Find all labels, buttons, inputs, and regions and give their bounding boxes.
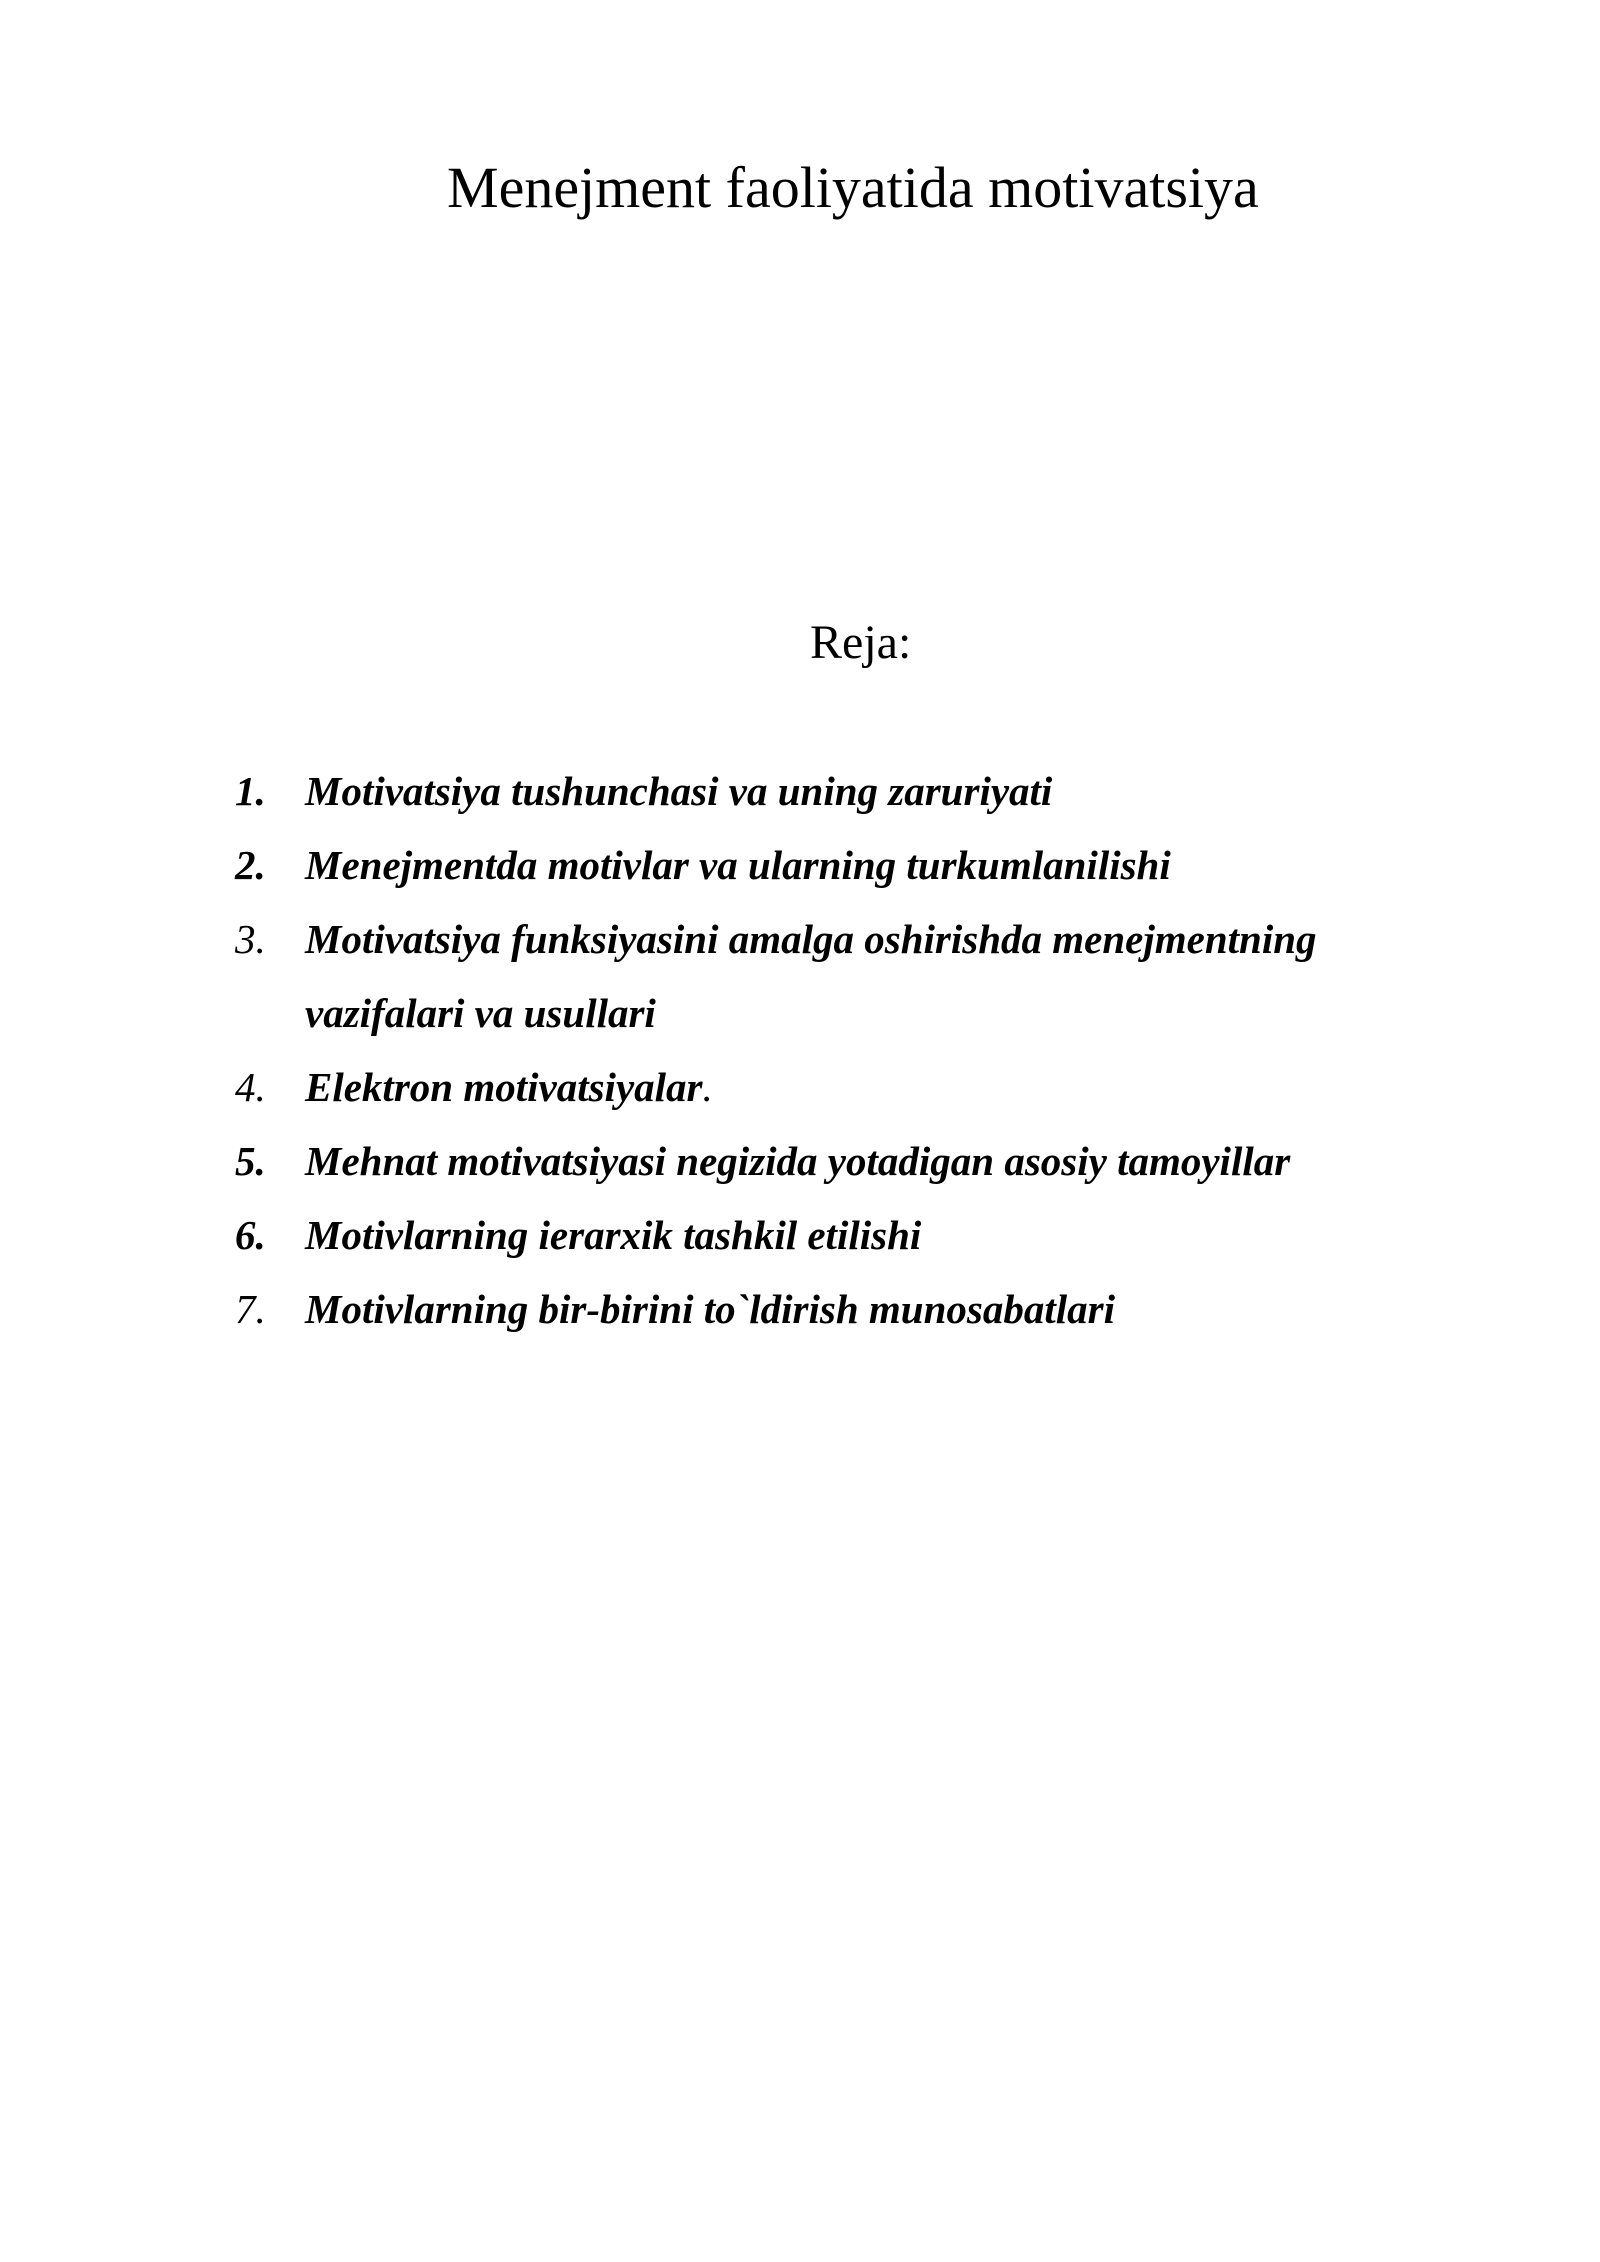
plan-item-number: 3. [235, 916, 266, 962]
plan-item [235, 902, 1435, 1050]
plan-item-text: Motivatsiya tushunchasi va uning zaruriyati [305, 768, 1053, 814]
plan-item-content [305, 1050, 1435, 1124]
plan-item-text: Mehnat motivatsiyasi negizida yotadigan asosiy tamoyillar [305, 1138, 1291, 1184]
plan-item [235, 1050, 1435, 1124]
plan-item [235, 1124, 1435, 1198]
plan-item-text: Menejmentda motivlar va ularning turkumlanilishi [305, 842, 1171, 888]
document-title: Menejment faoliyatida motivatsiya [447, 155, 1259, 220]
plan-item-number: 2. [235, 842, 266, 888]
plan-heading: Reja: [810, 616, 912, 669]
plan-item [235, 1272, 1435, 1346]
plan-item [235, 828, 1435, 902]
plan-item-text: Elektron motivatsiyalar [305, 1064, 703, 1110]
plan-list [235, 754, 1435, 1346]
plan-item-number: 5. [235, 1138, 266, 1184]
plan-item-text: Motivlarning ierarxik tashkil etilishi [305, 1212, 922, 1258]
plan-item [235, 1198, 1435, 1272]
plan-item-trailing-punctuation: . [702, 1064, 713, 1110]
plan-item-text: Motivlarning bir-birini to`ldirish munosabatlari [305, 1286, 1115, 1332]
plan-item [235, 754, 1435, 828]
plan-item-text: Motivatsiya funksiyasini amalga oshirishda menejmentning vazifalari va usullari [305, 916, 1317, 1036]
plan-item-number: 1. [235, 768, 266, 814]
plan-item-number: 4. [235, 1064, 266, 1110]
plan-item-number: 6. [235, 1212, 266, 1258]
plan-item-number: 7. [235, 1286, 266, 1332]
